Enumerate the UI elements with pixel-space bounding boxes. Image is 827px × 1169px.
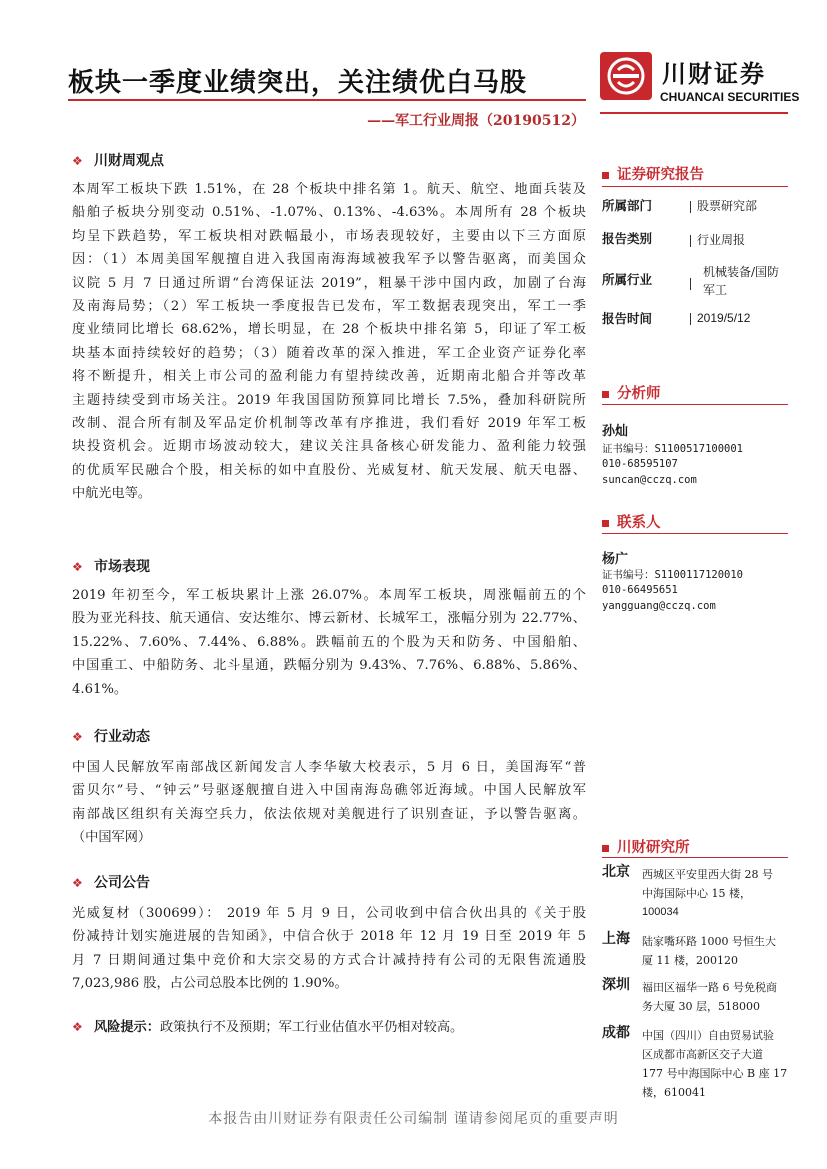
office-address-shenzhen: 福田区福华一路 6 号免税商 务大厦 30 层，518000 bbox=[642, 981, 777, 1013]
contact-email[interactable]: yangguang@cczq.com bbox=[602, 600, 716, 612]
contact-cert: 证书编号：S1100117120010 bbox=[602, 569, 744, 581]
company-paragraph bbox=[72, 902, 586, 996]
page-subtitle: ——军工行业周报（20190512） bbox=[367, 113, 585, 129]
text-line: 度业绩同比增长 68.62%，增长明显，在 28 个板块中排名第 5，印证了军工板 bbox=[72, 322, 586, 338]
info-value-category: 行业周报 bbox=[690, 231, 745, 248]
text-line: 中国人民解放军南部战区新闻发言人李华敏大校表示，5 月 6 日，美国海军“普 bbox=[72, 760, 586, 775]
analyst-email[interactable]: suncan@cczq.com bbox=[602, 474, 697, 486]
section-heading-industry: ❖ 行业动态 bbox=[72, 729, 150, 745]
contact-details bbox=[602, 568, 743, 614]
text-line: 改制、混合所有制及军品定价机制等改革有序推进，我们看好 2019 年军工板 bbox=[72, 415, 586, 431]
analyst-contact bbox=[602, 442, 743, 488]
analyst-phone: 010-68595107 bbox=[602, 457, 678, 470]
section-heading-market: ❖ 市场表现 bbox=[72, 559, 150, 575]
text-line: 议院 5 月 7 日通过所谓“台湾保证法 2019”，粗暴干涉中国内政，加剧了台海 bbox=[72, 275, 586, 291]
office-city-shanghai: 上海 bbox=[602, 931, 630, 947]
risk-label: 风险提示： bbox=[94, 1020, 160, 1035]
text-line: 将不断提升，相关上市公司的盈利能力有望持续改善，近期南北船合并等改革 bbox=[72, 369, 586, 385]
square-bullet-icon bbox=[602, 845, 609, 852]
square-bullet-icon bbox=[602, 172, 609, 179]
analyst-cert: 证书编号：S1100517100001 bbox=[602, 443, 744, 455]
viewpoint-paragraph bbox=[72, 178, 586, 505]
contact-phone: 010-66495651 bbox=[602, 583, 678, 596]
sidebar-top-divider bbox=[600, 112, 788, 114]
office-address-chengdu: 中国（四川）自由贸易试验 区成都市高新区交子大道 177 号中海国际中心 B 座 17 楼，610041 bbox=[642, 1029, 788, 1099]
office-address-beijing: 西城区平安里西大街 28 号 中海国际中心 15 楼， 100034 bbox=[642, 868, 773, 918]
info-value-department: 股票研究部 bbox=[690, 197, 757, 214]
office-city-chengdu: 成都 bbox=[602, 1025, 630, 1041]
info-key-industry: 所属行业 bbox=[602, 272, 653, 287]
text-line: 股为亚光科技、航天通信、安达维尔、博云新材、长城军工，涨幅分别为 22.77%、 bbox=[72, 611, 586, 627]
company-logo-icon bbox=[600, 52, 652, 100]
diamond-bullet-icon: ❖ bbox=[72, 730, 83, 744]
text-line: 4.61%。 bbox=[72, 681, 128, 697]
section-heading-viewpoint: ❖ 川财周观点 bbox=[72, 153, 164, 169]
text-line: 7,023,986 股，占公司总股本比例的 1.90%。 bbox=[72, 976, 348, 992]
text-line: 光威复材（300699）： 2019 年 5 月 9 日，公司收到中信合伙出具的《关于股 bbox=[72, 906, 586, 921]
diamond-bullet-icon: ❖ bbox=[72, 876, 83, 890]
risk-text: 政策执行不及预期；军工行业估值水平仍相对较高。 bbox=[159, 1020, 464, 1035]
sidebar-heading-institute: 川财研究所 bbox=[602, 836, 690, 857]
office-city-beijing: 北京 bbox=[602, 864, 630, 880]
title-divider bbox=[68, 99, 586, 101]
text-line: （中国军网） bbox=[72, 830, 152, 846]
office-city-shenzhen: 深圳 bbox=[602, 977, 630, 993]
text-line: 及南海局势；（2）军工板块一季度报告已发布，军工数据表现突出，军工一季 bbox=[72, 298, 586, 314]
market-paragraph bbox=[72, 584, 586, 701]
text-line: 2019 年初至今，军工板块累计上涨 26.07%。本周军工板块，周涨幅前五的个 bbox=[72, 588, 586, 603]
text-line: 主题持续受到市场关注。2019 年我国国防预算同比增长 7.5%，叠加科研院所 bbox=[72, 392, 586, 408]
office-address-shanghai: 陆家嘴环路 1000 号恒生大 厦 11 楼，200120 bbox=[642, 935, 776, 967]
section-heading-company: ❖ 公司公告 bbox=[72, 875, 150, 891]
text-line: 块基本面持续较好的趋势；（3）随着改革的深入推进，军工企业资产证券化率 bbox=[72, 345, 586, 361]
text-line: 因：（1）本周美国军舰擅自进入我国南海海域被我军予以警告驱离，而美国众 bbox=[72, 252, 586, 268]
info-value-industry: 机械装备/国防 军工 bbox=[690, 263, 779, 299]
text-line: 船舶子板块分别变动 0.51%、-1.07%、0.13%、-4.63%。本周所有 28 个板块 bbox=[72, 205, 586, 221]
text-line: 本周军工板块下跌 1.51%，在 28 个板块中排名第 1。航天、航空、地面兵装及 bbox=[72, 182, 586, 197]
page-footer: 本报告由川财证券有限责任公司编制 谨请参阅尾页的重要声明 bbox=[208, 1111, 619, 1127]
info-key-department: 所属部门 bbox=[602, 198, 653, 213]
page-title: 板块一季度业绩突出，关注绩优白马股 bbox=[68, 68, 528, 98]
text-line: 块投资机会。近期市场波动较大，建议关注具备核心研发能力、盈利能力较强 bbox=[72, 439, 586, 455]
industry-paragraph bbox=[72, 756, 586, 850]
logo-text-en: CHUANCAI SECURITIES bbox=[660, 90, 800, 104]
text-line: 南部战区组织有关海空兵力，依法依规对美舰进行了识别查证，予以警告驱离。 bbox=[72, 806, 586, 822]
diamond-bullet-icon: ❖ bbox=[72, 560, 83, 574]
analyst-name: 孙灿 bbox=[602, 424, 629, 439]
sidebar-divider bbox=[602, 186, 788, 187]
info-key-category: 报告类别 bbox=[602, 231, 653, 246]
sidebar-heading-contact: 联系人 bbox=[602, 511, 661, 532]
risk-note bbox=[72, 1016, 463, 1035]
text-line: 的优质军民融合个股，相关标的如中直股份、光威复材、航天发展、航天电器、 bbox=[72, 462, 586, 478]
text-line: 中航光电等。 bbox=[72, 486, 152, 502]
text-line: 均呈下跌趋势，军工板块相对跌幅最小，市场表现较好，主要由以下三方面原 bbox=[72, 228, 586, 244]
square-bullet-icon bbox=[602, 391, 609, 398]
info-value-date: 2019/5/12 bbox=[690, 311, 750, 325]
info-key-date: 报告时间 bbox=[602, 311, 653, 326]
contact-name: 杨广 bbox=[602, 552, 629, 567]
text-line: 雷贝尔”号、“钟云”号驱逐舰擅自进入中国南海岛礁邻近海域。中国人民解放军 bbox=[72, 783, 586, 799]
sidebar-divider bbox=[602, 857, 788, 858]
logo-text-cn: 川财证券 bbox=[662, 60, 766, 88]
sidebar-divider bbox=[602, 404, 788, 405]
sidebar-heading-report: 证券研究报告 bbox=[602, 163, 704, 184]
text-line: 月 7 日期间通过集中竞价和大宗交易的方式合计减持持有公司的无限售流通股 bbox=[72, 952, 586, 968]
text-line: 中国重工、中船防务、北斗星通，跌幅分别为 9.43%、7.76%、6.88%、5.86%、 bbox=[72, 658, 586, 674]
sidebar-divider bbox=[602, 533, 788, 534]
diamond-bullet-icon: ❖ bbox=[72, 154, 83, 168]
text-line: 15.22%、7.60%、7.44%、6.88%。跌幅前五的个股为天和防务、中国船舶、 bbox=[72, 634, 586, 650]
text-line: 份减持计划实施进展的告知函》，中信合伙于 2018 年 12 月 19 日至 2019 年 5 bbox=[72, 929, 586, 945]
diamond-bullet-icon: ❖ bbox=[72, 1020, 83, 1034]
square-bullet-icon bbox=[602, 520, 609, 527]
sidebar-heading-analyst: 分析师 bbox=[602, 382, 661, 403]
